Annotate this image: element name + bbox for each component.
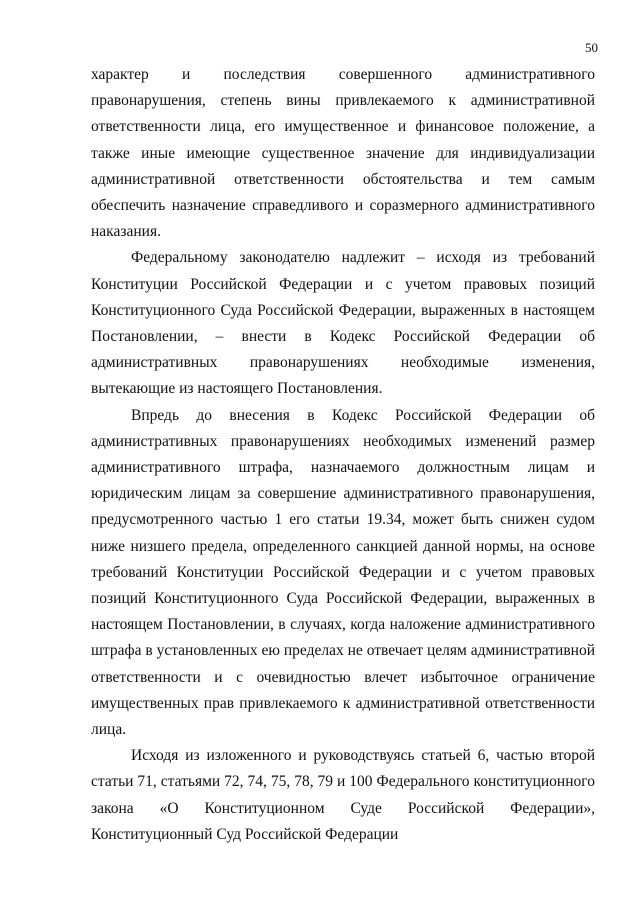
- paragraph-2: Федеральному законодателю надлежит – исходя из требований Конституции Российской Федерации и с учетом правовых позиций Конституционного Суда Российской Федерации, выраженных в настоящем Постановлении, – внести в Кодекс Российской Федерации об административных правонарушениях необходимые изменения, вытекающие из настоящего Постановления.: [91, 249, 595, 398]
- paragraph-1: характер и последствия совершенного административного правонарушения, степень вины привлекаемого к административной ответственности лица, его имущественное и финансовое положение, а также иные имеющие существенное значение для индивидуализации административной ответственности обстоятельства и тем самым обеспечить назначение справедливого и соразмерного административного наказания.: [91, 66, 595, 241]
- page-number: 50: [585, 40, 598, 55]
- paragraph-4: Исходя из изложенного и руководствуясь статьей 6, частью второй статьи 71, статьями 72, 74, 75, 78, 79 и 100 Федерального конституционного закона «О Конституционном Суде Российской Федерации», Конституционный Суд Российской Федерации: [91, 747, 595, 843]
- document-body: [91, 62, 595, 848]
- paragraph-3: Впредь до внесения в Кодекс Российской Федерации об административных правонарушениях необходимых изменений размер административного штрафа, назначаемого должностным лицам и юридическим лицам за совершение административного правонарушения, предусмотренного частью 1 его статьи 19.34, может быть снижен судом ниже низшего предела, определенного санкцией данной нормы, на основе требований Конституции Российской Федерации и с учетом правовых позиций Конституционного Суда Российской Федерации, выраженных в настоящем Постановлении, в случаях, когда наложение административного штрафа в установленных ею пределах не отвечает целям административной ответственности и с очевидностью влечет избыточное ограничение имущественных прав привлекаемого к административной ответственности лица.: [91, 406, 595, 739]
